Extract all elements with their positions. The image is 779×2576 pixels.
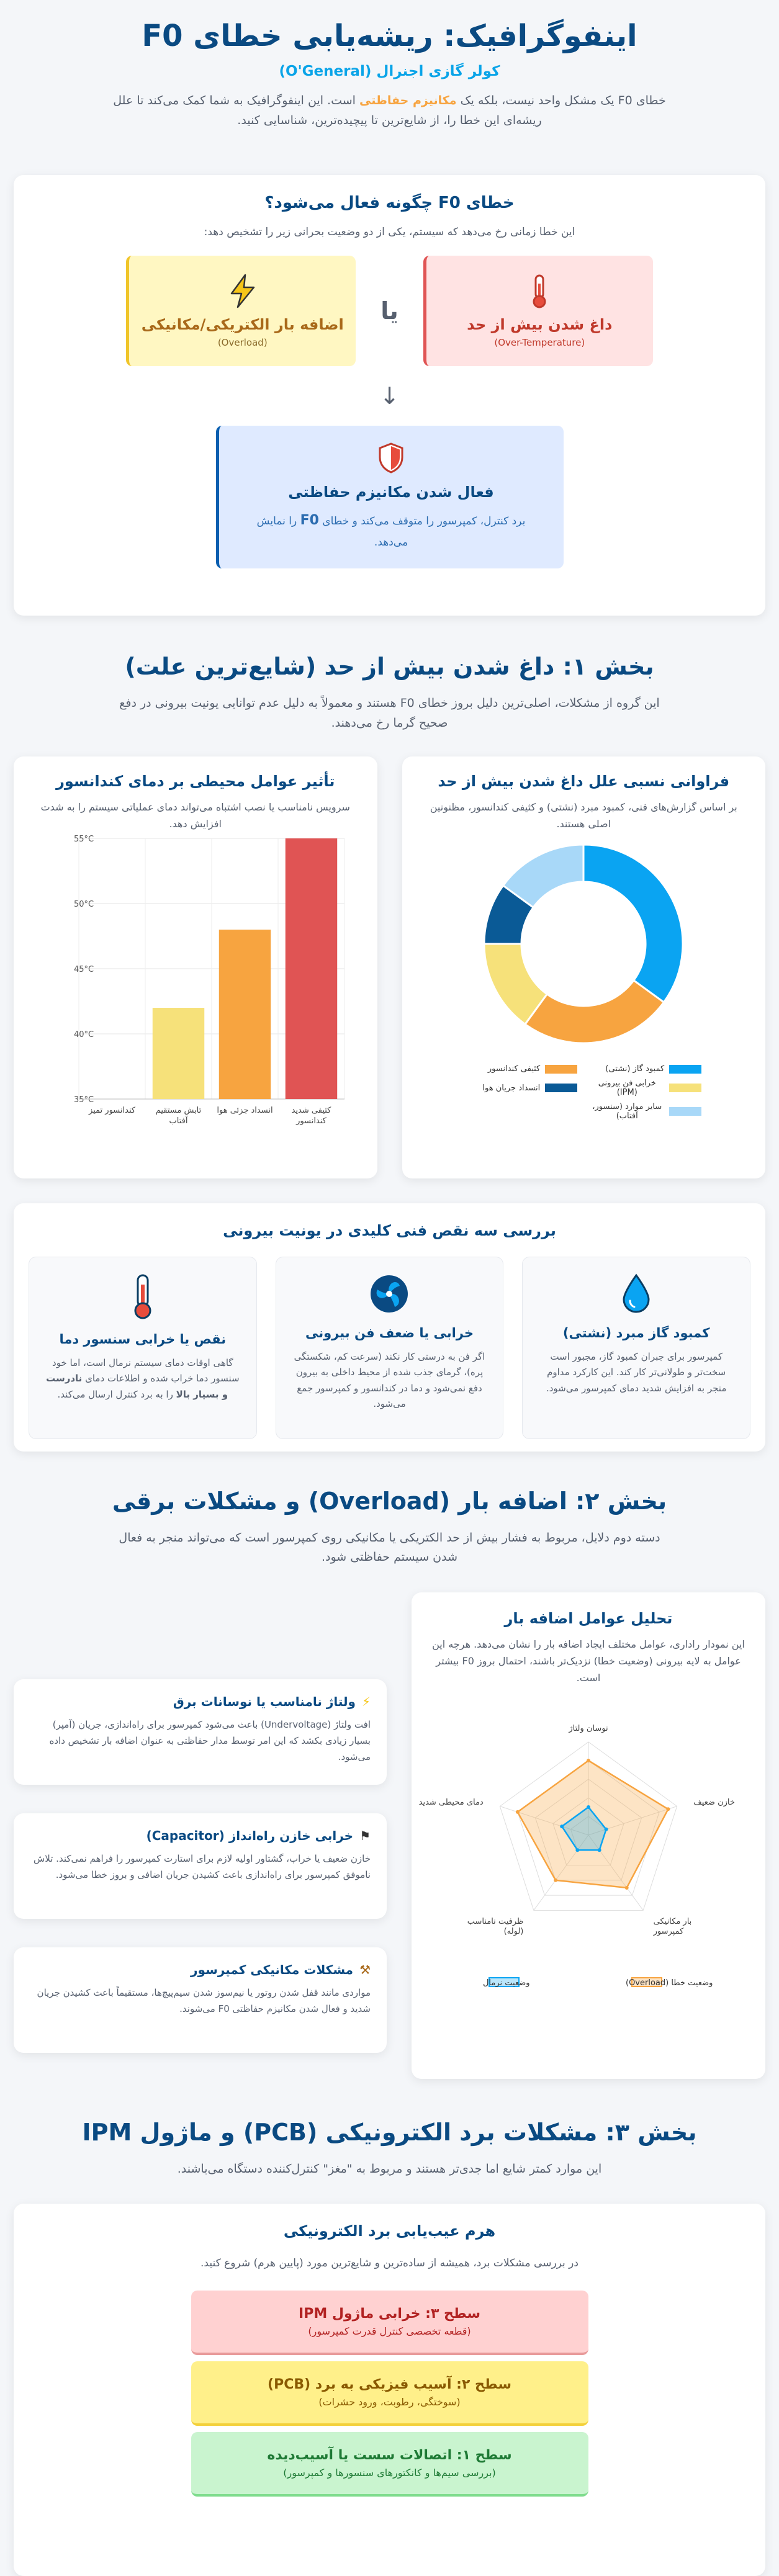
defect-title: نقص یا خرابی سنسور دما — [59, 1331, 227, 1347]
radar-axis-label: ظرفیت نامناسب (لوله) — [467, 1917, 524, 1937]
donut-legend — [466, 1064, 701, 1121]
cause-title — [30, 1694, 371, 1709]
protection-text — [250, 508, 533, 552]
water-drop-icon — [621, 1273, 652, 1314]
section-2-header — [14, 1488, 765, 1568]
legend-swatch — [545, 1084, 577, 1092]
overload-box — [126, 256, 356, 366]
radar-axis-label: خازن ضعیف — [693, 1797, 735, 1807]
thermometer-icon — [130, 1273, 155, 1321]
overload-causes — [14, 1592, 387, 2053]
radar-point — [560, 1824, 564, 1828]
radar-chart — [418, 1686, 744, 2009]
y-tick-label: 50°C — [73, 900, 94, 910]
y-tick-label: 45°C — [73, 965, 94, 975]
defect-title: کمبود گاز مبرد (نشتی) — [562, 1325, 710, 1340]
cause-title-text: خرابی خازن راه‌انداز (Capacitor) — [146, 1828, 354, 1843]
section-1-header — [14, 653, 765, 733]
overtemp-box — [423, 256, 653, 366]
donut-slice — [583, 845, 683, 1002]
legend-item — [466, 1064, 577, 1074]
bar-chart — [40, 832, 351, 1167]
bar — [219, 930, 271, 1099]
legend-label: وضعیت نرمال — [483, 1978, 530, 1988]
shield-icon — [377, 442, 405, 473]
legend-swatch — [669, 1107, 701, 1116]
cause-mechanical — [14, 1947, 387, 2053]
legend-item — [590, 1064, 701, 1074]
level-title: سطح ۳: خرابی ماژول IPM — [299, 2305, 480, 2322]
legend-swatch — [669, 1065, 701, 1074]
radar-point — [587, 1759, 590, 1762]
legend-item — [590, 1079, 701, 1097]
page-title: اینفوگرافیک: ریشه‌یابی خطای F0 — [142, 19, 637, 53]
cause-text: خازن ضعیف یا خراب، گشتاور اولیه لازم برای استارت کمپرسور را فراهم نمی‌کند. تلاش ناموفق کمپرسور برای راه‌اندازی باعث کشیدن جریان اضافی و بروز خطا می‌شود. — [33, 1852, 371, 1880]
donut-slice — [525, 981, 664, 1043]
radar-axis-label: نوسان ولتاژ — [569, 1724, 608, 1734]
radar-point — [605, 1828, 608, 1831]
page — [14, 0, 765, 2518]
level-title: سطح ۲: آسیب فیزیکی به برد (PCB) — [268, 2376, 511, 2392]
section-1-title: بخش ۱: داغ شدن بیش از حد (شایع‌ترین علت) — [125, 653, 654, 681]
donut-card — [402, 756, 766, 1178]
pyramid-level-1 — [191, 2432, 588, 2497]
fan-icon — [367, 1273, 411, 1314]
cause-title — [30, 1828, 371, 1843]
legend-item — [466, 1079, 577, 1097]
thermometer-icon — [529, 274, 550, 308]
defect-text-bold: نادرست و بسیار بالا — [46, 1373, 228, 1400]
how-title: خطای F0 چگونه فعال می‌شود؟ — [264, 194, 515, 213]
section-2-title: بخش ۲: اضافه بار (Overload) و مشکلات برقی — [112, 1487, 667, 1515]
lightning-icon — [228, 274, 258, 308]
radar-card — [412, 1592, 765, 2079]
cause-title-text: مشکلات مکانیکی کمپرسور — [191, 1962, 354, 1977]
intro-part: خطای F0 یک مشکل واحد نیست، بلکه یک — [460, 93, 666, 107]
tools-icon: ⚒ — [359, 1962, 371, 1977]
legend-label: سایر موارد (سنسور، آفتاب) — [592, 1102, 662, 1121]
protection-box — [216, 426, 564, 568]
section-3-header — [14, 2119, 765, 2179]
intro-highlight: مکانیزم حفاظتی — [359, 93, 457, 107]
pyramid-level-2 — [191, 2361, 588, 2426]
radar-point — [666, 1807, 670, 1811]
section-3-title: بخش ۳: مشکلات برد الکترونیکی (PCB) و ماژول IPM — [82, 2118, 697, 2146]
radar-axis-label: دمای محیطی شدید — [418, 1797, 484, 1807]
radar-point — [575, 1848, 579, 1852]
radar-point — [625, 1886, 629, 1890]
cause-voltage — [14, 1679, 387, 1785]
three-defects-card — [14, 1203, 765, 1452]
intro-part: است. این اینفوگرافیک به شما کمک می‌کند تا علل ریشه‌ای این خطا را، از شایع‌ترین تا پیچیده‌ترین، شناسایی کنید. — [113, 93, 542, 127]
protection-part: برد کنترل، کمپرسور را متوقف می‌کند و خطای — [322, 515, 526, 528]
y-tick-label: 55°C — [73, 835, 94, 845]
section-1-desc: این گروه از مشکلات، اصلی‌ترین دلیل بروز خطای F0 هستند و معمولاً به دلیل عدم توانایی یونیت بیرونی در دفع صحیح گرما رخ می‌دهند. — [119, 696, 660, 730]
overload-title: اضافه بار الکتریکی/مکانیکی — [141, 316, 344, 334]
section-2-desc: دسته دوم دلایل، مربوط به فشار بیش از حد الکتریکی یا مکانیکی روی کمپرسور است که می‌تواند منجر به فعال شدن سیستم حفاظتی شود. — [119, 1530, 660, 1564]
level-title: سطح ۱: اتصالات سست یا آسیب‌دیده — [267, 2447, 512, 2463]
bar-card — [14, 756, 377, 1178]
radar-subtitle: این نمودار راداری، عوامل مختلف ایجاد اضافه بار را نشان می‌دهد. هرچه این عوامل به لایه بیرونی (وضعیت خطا) نزدیک‌تر باشند، احتمال بروز F0 بیشتر است. — [432, 1638, 745, 1684]
page-subtitle: کولر گازی اجنرال (O'General) — [279, 63, 500, 79]
radar-title: تحلیل عوامل اضافه بار — [504, 1609, 673, 1627]
bar — [153, 1008, 204, 1099]
overtemp-en: (Over-Temperature) — [494, 337, 585, 349]
cause-text: مواردی مانند قفل شدن روتور یا نیم‌سوز شدن سیم‌پیچ‌ها، مستقیماً باعث کشیدن جریان شدید و فعال شدن مکانیزم حفاظتی F0 می‌شوند. — [37, 1986, 371, 2014]
radar-point — [598, 1848, 601, 1852]
legend-swatch — [669, 1084, 701, 1092]
y-tick-label: 40°C — [73, 1030, 94, 1040]
intro-text — [110, 91, 669, 131]
legend-label: انسداد جریان هوا — [482, 1083, 541, 1093]
cause-title-text: ولتاژ نامناسب یا نوسانات برق — [173, 1694, 356, 1709]
bar-subtitle: سرویس نامناسب یا نصب اشتباه می‌تواند دمای عملیاتی سیستم را به شدت افزایش دهد. — [40, 801, 350, 830]
error-code: F0 — [300, 513, 319, 529]
x-tick-label: انسداد جزئی هوا — [217, 1106, 273, 1116]
bar — [286, 838, 337, 1099]
hero — [14, 19, 765, 130]
defect-list — [29, 1257, 750, 1439]
defect-text: کمپرسور برای جبران کمبود گاز، مجبور است سخت‌تر و طولانی‌تر کار کند. این کارکرد مداوم منجر به افزایش شدید دمای کمپرسور می‌شود. — [546, 1350, 727, 1394]
or-label: یا — [380, 297, 399, 325]
y-tick-label: 35°C — [73, 1095, 94, 1105]
bar-title: تأثیر عوامل محیطی بر دمای کندانسور — [56, 772, 335, 790]
cause-title — [30, 1962, 371, 1977]
defect-refrigerant — [522, 1257, 750, 1439]
legend-item — [590, 1102, 701, 1121]
donut-chart — [447, 832, 720, 1056]
level-text: (قطعه تخصصی کنترل قدرت کمپرسور) — [308, 2325, 471, 2337]
legend-label: کمبود گاز (نشتی) — [605, 1064, 665, 1074]
level-text: (سوختگی، رطوبت، ورود حشرات) — [318, 2395, 461, 2408]
x-tick-label: کندانسور تمیز — [88, 1106, 135, 1116]
section-3-desc: این موارد کمتر شایع اما جدی‌تر هستند و مربوط به "مغز" کنترل‌کننده دستگاه می‌باشند. — [177, 2161, 602, 2176]
legend-label: وضعیت خطا (Overload) — [626, 1978, 713, 1988]
radar-point — [516, 1810, 520, 1814]
pyramid-subtitle: در بررسی مشکلات برد، همیشه از ساده‌ترین و شایع‌ترین مورد (پایین هرم) شروع کنید. — [200, 2256, 579, 2269]
how-f0-card — [14, 175, 765, 616]
radar-point — [587, 1805, 590, 1809]
lightning-icon: ⚡ — [361, 1694, 371, 1709]
cause-capacitor — [14, 1813, 387, 1919]
defect-text: اگر فن به درستی کار نکند (سرعت کم، شکستگی پره)، گرمای جذب شده از محیط داخلی به بیرون دفع نمی‌شود و دما در کندانسور و کمپرسور جمع می‌شود. — [294, 1350, 485, 1410]
defect-text-part: را به برد کنترل ارسال می‌کند. — [57, 1388, 173, 1400]
defect-title: خرابی یا ضعف فن بیرونی — [305, 1325, 474, 1340]
defect-text — [44, 1355, 241, 1403]
trigger-row — [38, 256, 741, 366]
protection-title: فعال شدن مکانیزم حفاظتی — [288, 483, 494, 501]
legend-label: کثیفی کندانسور — [487, 1064, 541, 1074]
pyramid-card — [14, 2204, 765, 2576]
defect-text-part: گاهی اوقات دمای سیستم نرمال است، اما خود سنسور دما خراب شده و اطلاعات دمای — [52, 1357, 240, 1384]
x-tick-label: تابش مستقیم آفتاب — [155, 1106, 202, 1126]
section-1-charts — [14, 756, 765, 1178]
flag-icon: ⚑ — [359, 1828, 371, 1843]
pyramid-title: هرم عیب‌یابی برد الکترونیکی — [283, 2222, 496, 2240]
legend-swatch — [545, 1065, 577, 1074]
defect-sensor — [29, 1257, 257, 1439]
pyramid-level-3 — [191, 2291, 588, 2355]
cause-text: افت ولتاژ (Undervoltage) باعث می‌شود کمپرسور برای راه‌اندازی، جریان (آمپر) بسیار زیادی بکشد که این امر توسط مدار حفاظتی به عنوان اضافه بار تشخیص داده می‌شود. — [49, 1718, 371, 1763]
defect-fan — [276, 1257, 504, 1439]
overload-en: (Overload) — [217, 337, 268, 349]
donut-subtitle: بر اساس گزارش‌های فنی، کمبود مبرد (نشتی) و کثیفی کندانسور، مظنونین اصلی هستند. — [430, 801, 737, 830]
donut-title: فراوانی نسبی علل داغ شدن بیش از حد — [438, 772, 730, 790]
radar-point — [554, 1878, 557, 1882]
protection-part: را نمایش می‌دهد. — [256, 515, 408, 549]
level-text: (بررسی سیم‌ها و کانکتورهای سنسورها و کمپرسور) — [283, 2466, 496, 2479]
arrow-down-icon: ↓ — [379, 382, 400, 410]
three-title: بررسی سه نقص فنی کلیدی در یونیت بیرونی — [223, 1221, 556, 1239]
radar-axis-label: بار مکانیکی کمپرسور — [653, 1917, 692, 1937]
legend-label: خرابی فن بیرونی (IPM) — [598, 1079, 656, 1098]
x-tick-label: کثیفی شدید کندانسور — [291, 1106, 331, 1126]
overtemp-title: داغ شدن بیش از حد — [467, 316, 613, 334]
how-subtitle: این خطا زمانی رخ می‌دهد که سیستم، یکی از دو وضعیت بحرانی زیر را تشخیص دهد: — [204, 226, 575, 239]
section-2-content — [14, 1592, 765, 2079]
